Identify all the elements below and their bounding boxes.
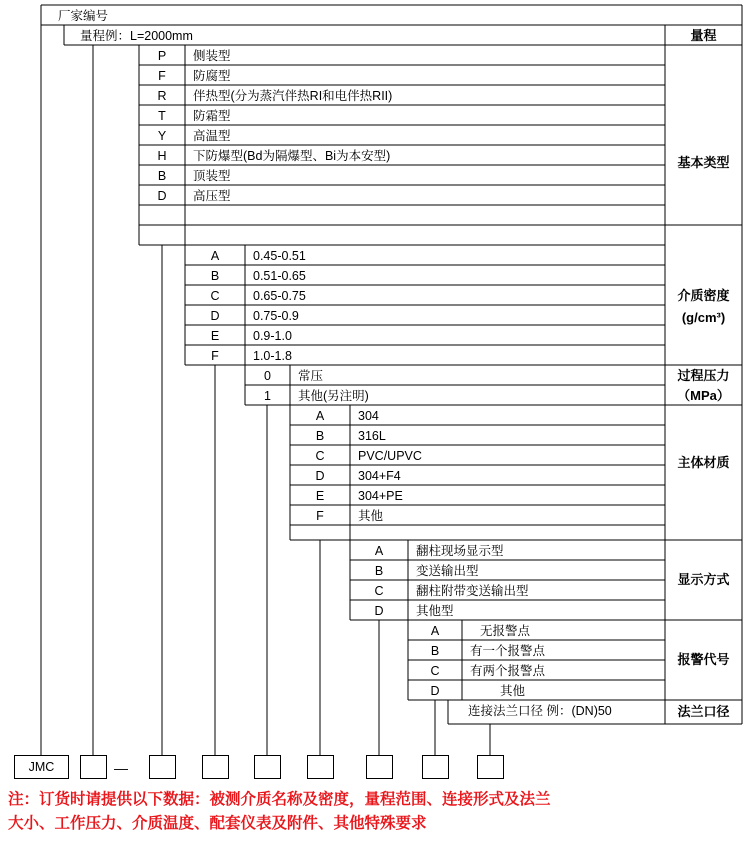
separator-dash: — bbox=[114, 760, 128, 776]
body-material-desc: 316L bbox=[358, 429, 386, 443]
range-example-label: 量程例：L=2000mm bbox=[80, 29, 193, 43]
basic-type-desc: 顶装型 bbox=[193, 169, 231, 183]
basic-type-code: R bbox=[157, 89, 167, 103]
medium-density-desc: 0.9-1.0 bbox=[253, 329, 292, 343]
code-box-model-prefix[interactable]: JMC bbox=[14, 755, 69, 779]
display-mode-desc: 其他型 bbox=[416, 604, 454, 618]
category-flange-diameter: 法兰口径 bbox=[677, 704, 730, 719]
alarm-code-code: B bbox=[430, 644, 440, 658]
manufacturer-code-label: 厂家编号 bbox=[58, 9, 109, 23]
category-medium-density: 介质密度 bbox=[677, 288, 730, 303]
basic-type-desc: 高温型 bbox=[193, 129, 231, 143]
code-box-slot-3[interactable] bbox=[149, 755, 176, 779]
process-pressure-code: 1 bbox=[264, 389, 271, 403]
code-box-slot-6[interactable] bbox=[307, 755, 334, 779]
basic-type-code: P bbox=[157, 49, 167, 63]
body-material-code: B bbox=[315, 429, 325, 443]
code-box-slot-2[interactable] bbox=[80, 755, 107, 779]
category-body-material: 主体材质 bbox=[677, 455, 730, 470]
display-mode-code: D bbox=[374, 604, 384, 618]
body-material-desc: 其他 bbox=[358, 509, 384, 523]
medium-density-desc: 1.0-1.8 bbox=[253, 349, 292, 363]
body-material-desc: 304+PE bbox=[358, 489, 403, 503]
medium-density-desc: 0.75-0.9 bbox=[253, 309, 299, 323]
flange-diameter-desc: 连接法兰口径 例：(DN)50 bbox=[468, 704, 612, 718]
basic-type-desc: 防腐型 bbox=[193, 69, 231, 83]
medium-density-desc: 0.51-0.65 bbox=[253, 269, 306, 283]
process-pressure-desc: 其他(另注明) bbox=[298, 389, 369, 403]
body-material-code: E bbox=[315, 489, 325, 503]
category-process-pressure-unit: （MPa） bbox=[677, 388, 730, 403]
basic-type-code: H bbox=[157, 149, 167, 163]
category-display-mode: 显示方式 bbox=[677, 572, 730, 587]
body-material-desc: 304+F4 bbox=[358, 469, 401, 483]
category-basic-type: 基本类型 bbox=[677, 155, 730, 170]
alarm-code-desc: 无报警点 bbox=[480, 624, 531, 638]
code-box-slot-4[interactable] bbox=[202, 755, 229, 779]
basic-type-desc: 侧装型 bbox=[193, 49, 231, 63]
alarm-code-code: C bbox=[430, 664, 440, 678]
alarm-code-code: D bbox=[430, 684, 440, 698]
body-material-desc: 304 bbox=[358, 409, 379, 423]
alarm-code-desc: 有一个报警点 bbox=[470, 644, 546, 658]
display-mode-desc: 变送输出型 bbox=[416, 564, 479, 578]
process-pressure-desc: 常压 bbox=[298, 369, 324, 383]
display-mode-code: B bbox=[374, 564, 384, 578]
basic-type-code: B bbox=[157, 169, 167, 183]
alarm-code-desc: 其他 bbox=[500, 684, 526, 698]
body-material-code: A bbox=[315, 409, 325, 423]
process-pressure-code: 0 bbox=[264, 369, 271, 383]
body-material-desc: PVC/UPVC bbox=[358, 449, 422, 463]
category-alarm-code: 报警代号 bbox=[677, 652, 730, 667]
basic-type-code: D bbox=[157, 189, 167, 203]
basic-type-code: F bbox=[158, 69, 166, 83]
order-note-line-1: 注：订货时请提供以下数据：被测介质名称及密度，量程范围、连接形式及法兰 bbox=[8, 791, 551, 808]
category-medium-density-unit: (g/cm³) bbox=[681, 310, 726, 325]
alarm-code-code: A bbox=[430, 624, 440, 638]
basic-type-desc: 高压型 bbox=[193, 189, 231, 203]
display-mode-desc: 翻柱现场显示型 bbox=[416, 544, 504, 558]
body-material-code: D bbox=[315, 469, 325, 483]
medium-density-code: C bbox=[210, 289, 220, 303]
basic-type-code: Y bbox=[157, 129, 167, 143]
alarm-code-desc: 有两个报警点 bbox=[470, 664, 546, 678]
code-box-slot-5[interactable] bbox=[254, 755, 281, 779]
order-note-line-2: 大小、工作压力、介质温度、配套仪表及附件、其他特殊要求 bbox=[8, 815, 427, 833]
display-mode-code: A bbox=[374, 544, 384, 558]
medium-density-desc: 0.45-0.51 bbox=[253, 249, 306, 263]
category-process-pressure: 过程压力 bbox=[677, 368, 730, 383]
display-mode-desc: 翻柱附带变送输出型 bbox=[416, 584, 529, 598]
basic-type-desc: 下防爆型(Bd为隔爆型、Bi为本安型) bbox=[193, 149, 391, 163]
medium-density-code: D bbox=[210, 309, 220, 323]
body-material-code: F bbox=[316, 509, 324, 523]
code-box-slot-9[interactable] bbox=[477, 755, 504, 779]
medium-density-code: B bbox=[210, 269, 220, 283]
code-box-slot-8[interactable] bbox=[422, 755, 449, 779]
order-note bbox=[8, 788, 748, 836]
display-mode-code: C bbox=[374, 584, 384, 598]
basic-type-code: T bbox=[158, 109, 166, 123]
code-box-slot-7[interactable] bbox=[366, 755, 393, 779]
medium-density-desc: 0.65-0.75 bbox=[253, 289, 306, 303]
medium-density-code: A bbox=[210, 249, 220, 263]
basic-type-desc: 防霜型 bbox=[193, 109, 231, 123]
body-material-code: C bbox=[315, 449, 325, 463]
basic-type-desc: 伴热型(分为蒸汽伴热RI和电伴热RII) bbox=[193, 89, 393, 103]
category-range: 量程 bbox=[690, 28, 717, 43]
medium-density-code: E bbox=[210, 329, 220, 343]
medium-density-code: F bbox=[211, 349, 219, 363]
